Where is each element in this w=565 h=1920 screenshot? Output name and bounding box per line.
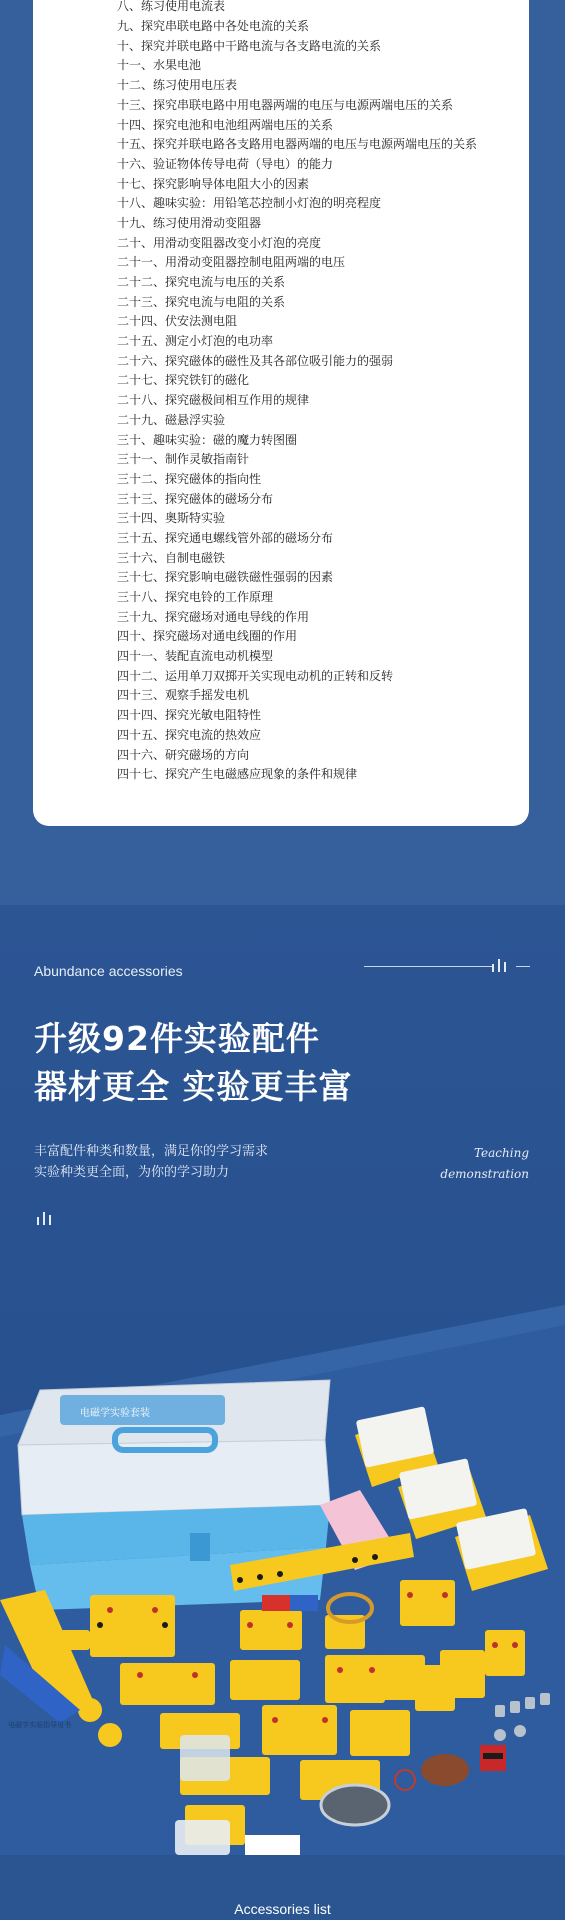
headline-line-2: 器材更全 实验更丰富	[34, 1067, 353, 1106]
experiment-list-card	[33, 0, 529, 826]
experiment-item: 三十二、探究磁体的指向性	[117, 471, 262, 486]
experiment-item: 四十、探究磁场对通电线圈的作用	[117, 629, 298, 644]
experiment-item: 三十九、探究磁场对通电导线的作用	[117, 609, 310, 624]
decorative-line-short	[516, 966, 530, 967]
petri-dish	[321, 1785, 389, 1825]
feature-headline	[34, 1015, 353, 1111]
experiment-item: 三十五、探究通电螺线管外部的磁场分布	[117, 530, 334, 545]
box-label-text: 电磁学实验套装	[80, 1408, 150, 1419]
experiment-item: 十、探究并联电路中干路电流与各支路电流的关系	[117, 38, 382, 53]
experiment-item: 十七、探究影响导体电阻大小的因素	[117, 176, 310, 191]
experiment-item: 三十七、探究影响电磁铁磁性强弱的因素	[117, 570, 334, 585]
headline-line-1: 升级92件实验配件	[34, 1019, 320, 1058]
accessories-kit-photo	[0, 1265, 565, 1855]
experiment-item: 二十七、探究铁钉的磁化	[117, 373, 250, 388]
experiment-item: 三十四、奥斯特实验	[117, 511, 226, 526]
experiment-item: 四十七、探究产生电磁感应现象的条件和规律	[117, 767, 358, 782]
experiment-item: 九、探究串联电路中各处电流的关系	[117, 19, 310, 34]
experiment-item: 二十八、探究磁极间相互作用的规律	[117, 393, 310, 408]
experiment-item: 三十一、制作灵敏指南针	[117, 452, 250, 467]
experiment-item: 十九、练习使用滑动变阻器	[117, 215, 262, 230]
box-latch	[190, 1533, 210, 1561]
experiment-item: 三十三、探究磁体的磁场分布	[117, 491, 274, 506]
script-caption	[440, 1143, 529, 1185]
experiment-item: 四十四、探究光敏电阻特性	[117, 708, 262, 723]
experiment-item: 十三、探究串联电路中用电器两端的电压与电源两端电压的关系	[117, 97, 454, 112]
accessories-list-title: Accessories list	[234, 1901, 331, 1917]
accessories-list-header	[0, 1855, 565, 1920]
experiment-item: 十八、趣味实验：用铅笔芯控制小灯泡的明亮程度	[117, 196, 382, 211]
script-line-2: demonstration	[440, 1167, 529, 1181]
paper-card	[245, 1835, 300, 1855]
magnet-red	[262, 1595, 290, 1611]
experiment-item: 三十八、探究电铃的工作原理	[117, 590, 274, 604]
experiment-item: 十一、水果电池	[117, 58, 202, 73]
experiment-item: 十四、探究电池和电池组两端电压的关系	[117, 117, 334, 132]
experiment-item: 二十五、测定小灯泡的电功率	[117, 334, 274, 349]
experiment-item: 二十、用滑动变阻器改变小灯泡的亮度	[117, 235, 322, 250]
experiment-list	[117, 0, 477, 785]
booklet-label: 电磁学实验指导用书	[8, 1721, 71, 1729]
experiment-item: 十五、探究并联电路各支路用电器两端的电压与电源两端电压的关系	[117, 137, 478, 152]
experiment-item: 二十六、探究磁体的磁性及其各部位吸引能力的强弱	[117, 353, 394, 368]
script-line-1: Teaching	[473, 1146, 529, 1160]
clear-case	[180, 1735, 230, 1781]
experiment-item: 二十四、伏安法测电阻	[117, 314, 238, 329]
description-line-2: 实验种类更全面，为你的学习助力	[34, 1165, 230, 1180]
experiment-item: 十六、验证物体传导电荷（导电）的能力	[117, 156, 334, 171]
magnet-blue	[290, 1595, 318, 1611]
experiment-item: 四十二、运用单刀双掷开关实现电动机的正转和反转	[117, 668, 394, 683]
experiment-item: 十二、练习使用电压表	[117, 78, 238, 93]
experiment-item: 四十一、装配直流电动机模型	[117, 649, 274, 664]
experiment-item: 二十九、磁悬浮实验	[117, 412, 226, 427]
experiment-item: 四十三、观察手摇发电机	[117, 688, 250, 703]
feature-description	[34, 1141, 268, 1183]
decorative-bars-icon	[37, 1212, 51, 1225]
experiment-item: 二十二、探究电流与电压的关系	[117, 275, 286, 289]
experiment-item: 四十六、研究磁场的方向	[117, 747, 250, 762]
experiment-item: 二十一、用滑动变阻器控制电阻两端的电压	[117, 255, 346, 270]
english-subtitle: Abundance accessories	[34, 963, 183, 979]
decorative-bars-icon	[492, 959, 506, 972]
decorative-line	[364, 966, 494, 967]
experiment-item: 二十三、探究电流与电阻的关系	[117, 294, 286, 309]
accessories-feature-section	[0, 905, 565, 1855]
experiment-item: 三十、趣味实验：磁的魔力转图圈	[117, 432, 298, 447]
experiment-item: 八、练习使用电流表	[117, 0, 226, 14]
description-line-1: 丰富配件种类和数量，满足你的学习需求	[34, 1144, 269, 1159]
experiment-item: 四十五、探究电流的热效应	[117, 727, 262, 742]
experiment-item: 三十六、自制电磁铁	[117, 550, 226, 565]
copper-disk	[421, 1754, 469, 1786]
